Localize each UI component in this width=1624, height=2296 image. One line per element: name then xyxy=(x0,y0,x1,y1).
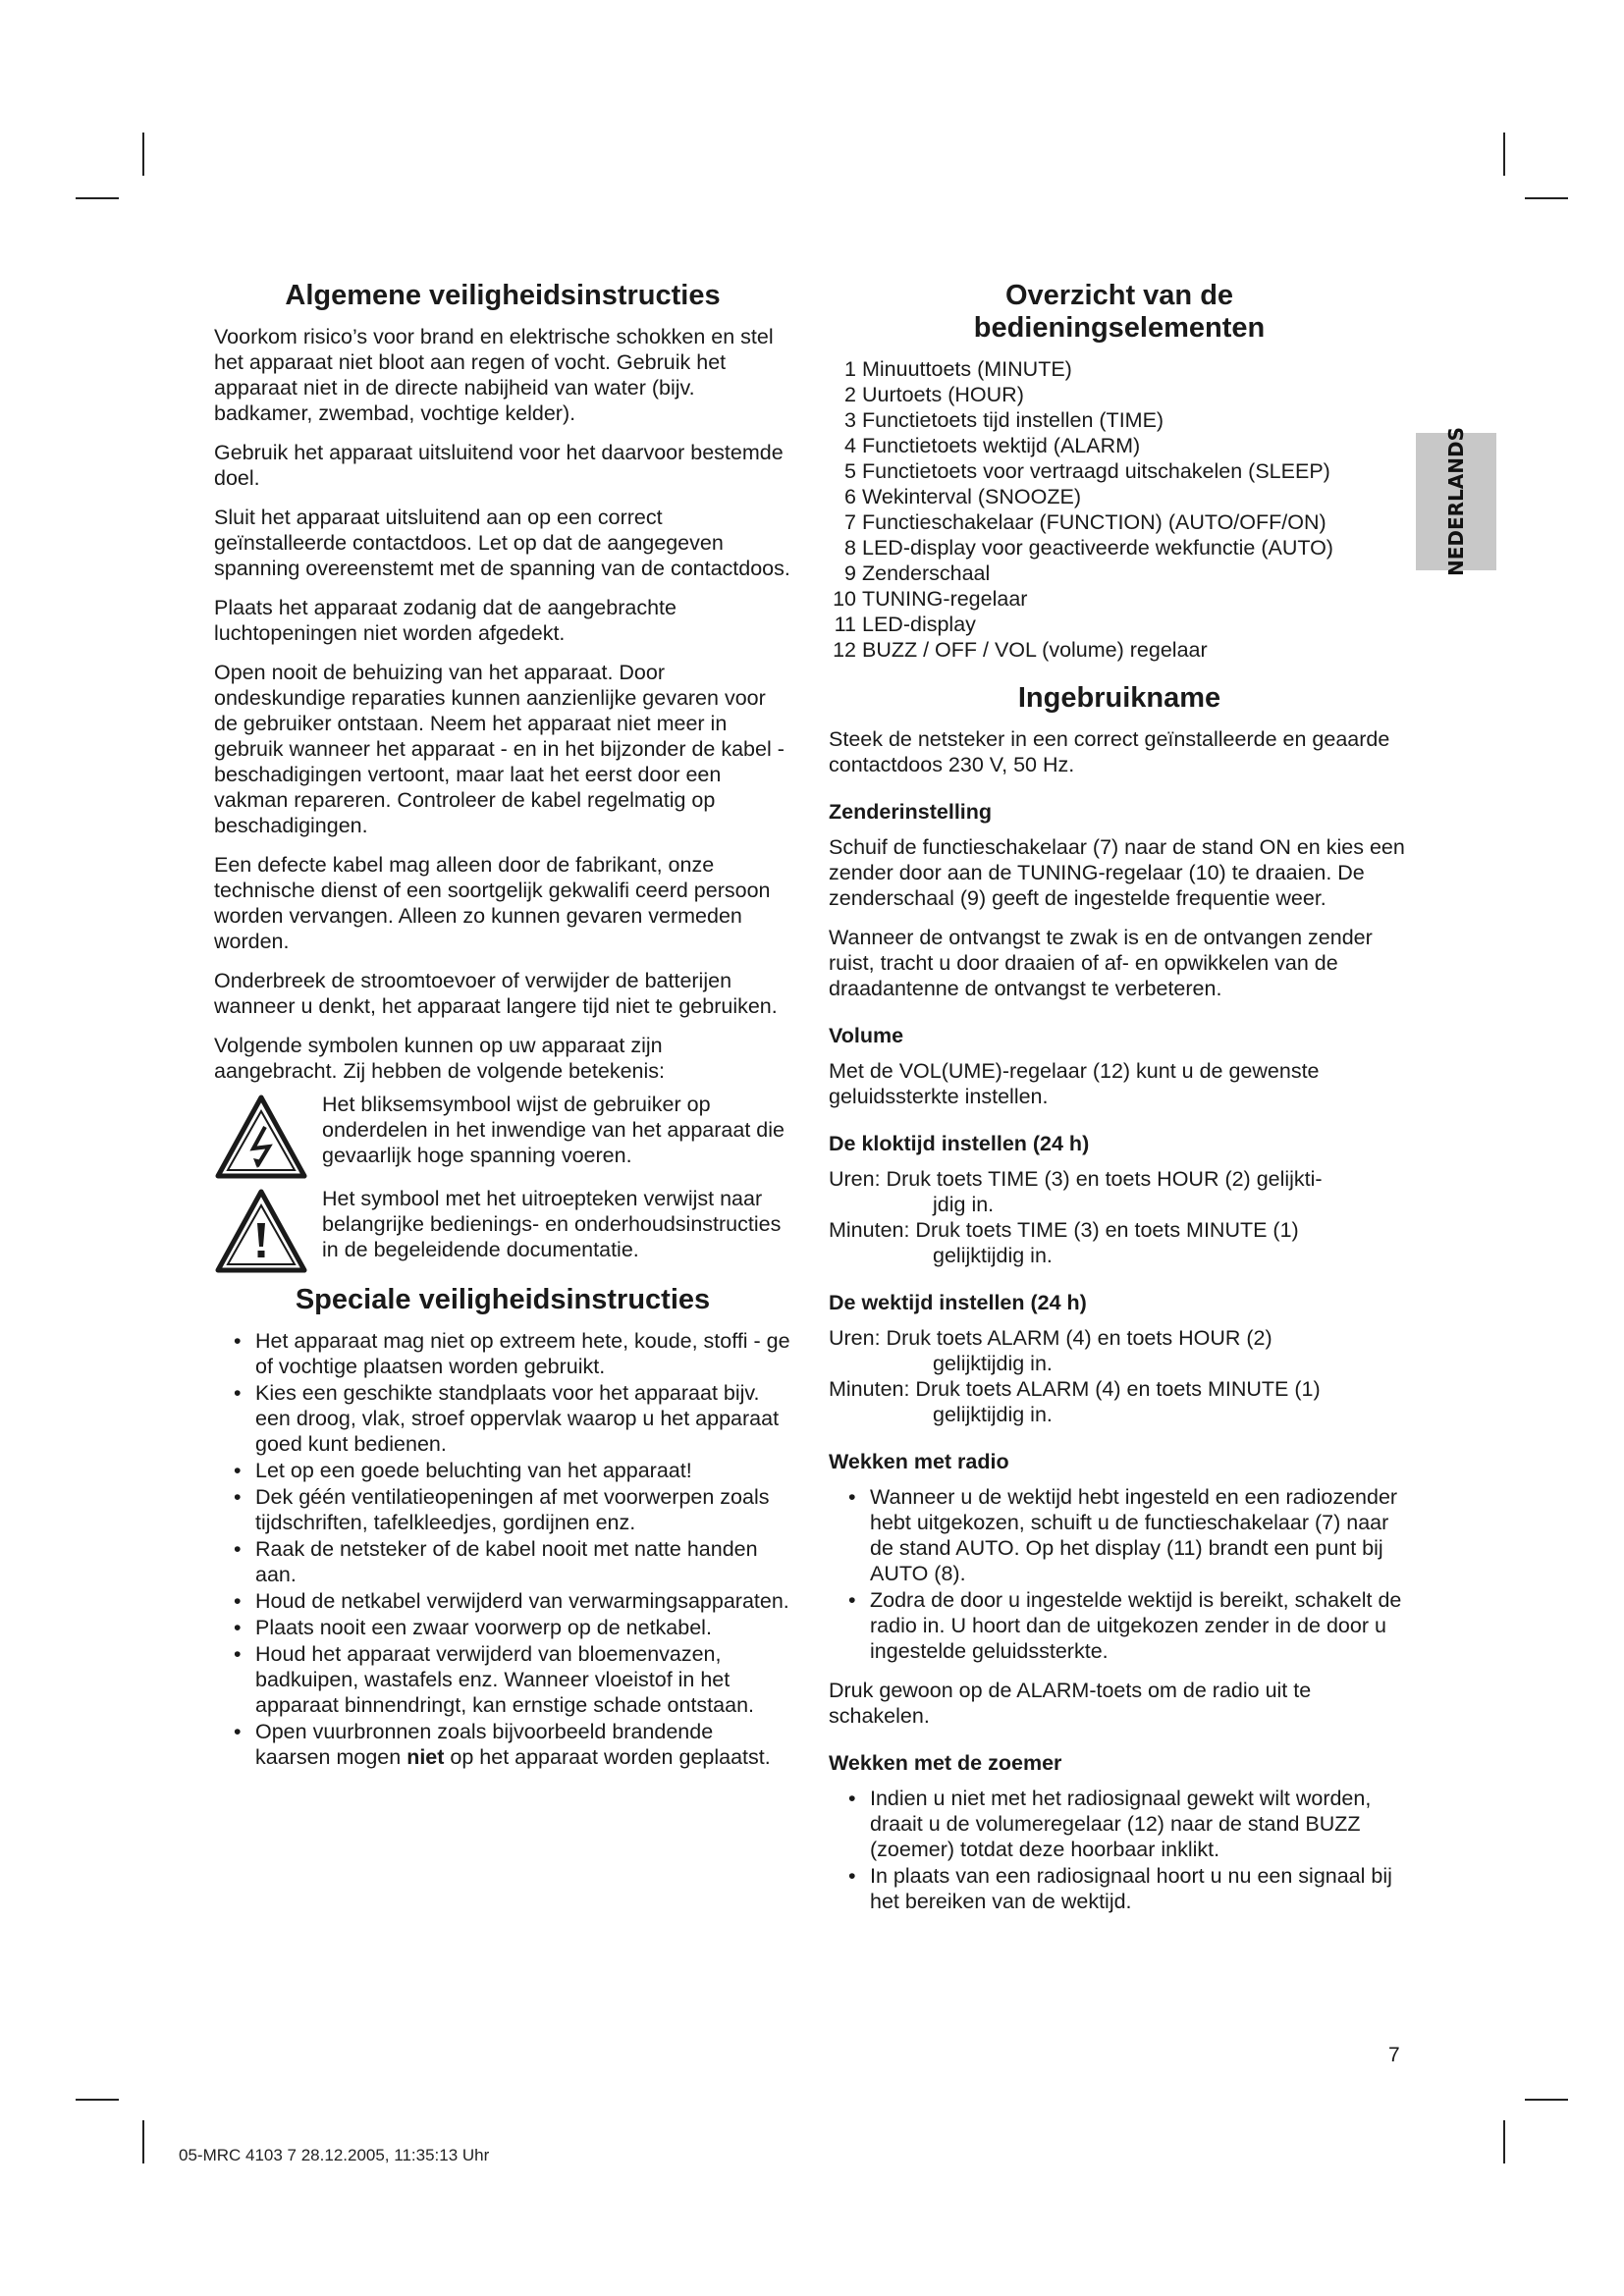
list-item: • Het apparaat mag niet op extreem hete, koude, stoffi - ge of vochtige plaatsen worden gebruikt. xyxy=(234,1329,790,1378)
list-item: 1 Minuuttoets (MINUTE) xyxy=(844,357,1072,381)
general-paragraph: Onderbreek de stroomtoevoer of verwijder de batterijen wanneer u denkt, het apparaat langere tijd niet te gebruiken. xyxy=(214,969,778,1018)
list-item: • Open vuurbronnen zoals bijvoorbeeld brandende kaarsen mogen niet op het apparaat worden geplaatst. xyxy=(234,1720,771,1769)
crop-mark-top-left-h xyxy=(76,197,119,199)
clock-title: De kloktijd instellen (24 h) xyxy=(829,1132,1090,1155)
clock-hours: Uren: Druk toets TIME (3) en toets HOUR (2) gelijkti- xyxy=(829,1167,1323,1191)
left-column xyxy=(214,280,791,1771)
crop-mark-bottom-right-v xyxy=(1503,2120,1505,2163)
general-paragraph: Plaats het apparaat zodanig dat de aangebrachte luchtopeningen niet worden afgedekt. xyxy=(214,596,677,645)
list-item: 3 Functietoets tijd instellen (TIME) xyxy=(844,408,1164,432)
language-tab xyxy=(1416,426,1496,577)
volume-title: Volume xyxy=(829,1024,904,1047)
list-item: • Indien u niet met het radiosignaal gewekt wilt worden, draait u de volumeregelaar (12) naar de stand BUZZ (zoemer) totdat deze hoorbaar inklikt. xyxy=(848,1787,1372,1861)
symbol-lightning-row xyxy=(214,1092,791,1180)
list-item: 4 Functietoets wektijd (ALARM) xyxy=(844,434,1141,457)
general-paragraph: Gebruik het apparaat uitsluitend voor het daarvoor bestemde doel. xyxy=(214,441,784,490)
alarm-hours-cont: gelijktijdig in. xyxy=(933,1352,1053,1375)
list-item: 12 BUZZ / OFF / VOL (volume) regelaar xyxy=(833,638,1208,662)
alarm-minutes-cont: gelijktijdig in. xyxy=(933,1403,1053,1426)
symbol-exclamation-row xyxy=(214,1186,791,1274)
tuning-paragraph: Wanneer de ontvangst te zwak is en de ontvangen zender ruist, tracht u door draaien of af- en opwikkelen van de draadantenne de ontvangst te verbeteren. xyxy=(829,926,1373,1000)
radio-title: Wekken met radio xyxy=(829,1450,1009,1473)
alarm-instructions xyxy=(829,1325,1410,1427)
clock-hours-cont: jdig in. xyxy=(933,1193,995,1216)
usage-text: Steek de netsteker in een correct geïnstalleerde en geaarde contactdoos 230 V, 50 Hz. xyxy=(829,727,1390,776)
controls-list xyxy=(829,356,1410,663)
list-item: 2 Uurtoets (HOUR) xyxy=(844,383,1024,406)
list-item: • Zodra de door u ingestelde wektijd is bereikt, schakelt de radio in. U hoort dan de uitgekozen zender in de door u ingestelde geluidssterkte. xyxy=(848,1588,1402,1663)
clock-minutes: Minuten: Druk toets TIME (3) en toets MINUTE (1) xyxy=(829,1218,1299,1242)
list-item: 5 Functietoets voor vertraagd uitschakelen (SLEEP) xyxy=(844,459,1330,483)
overview-title: Overzicht van de bedieningselementen xyxy=(973,280,1266,344)
buzzer-title: Wekken met de zoemer xyxy=(829,1751,1062,1775)
list-item: 7 Functieschakelaar (FUNCTION) (AUTO/OFF/ON) xyxy=(844,510,1326,534)
page-number: 7 xyxy=(1388,2044,1400,2066)
radio-off-text: Druk gewoon op de ALARM-toets om de radio uit te schakelen. xyxy=(829,1679,1312,1728)
list-item: 9 Zenderschaal xyxy=(844,561,991,585)
lightning-warning-icon xyxy=(214,1094,308,1180)
crop-mark-top-right-h xyxy=(1525,197,1568,199)
crop-mark-top-right-v xyxy=(1503,133,1505,176)
list-item: • Let op een goede beluchting van het apparaat! xyxy=(234,1459,692,1482)
exclamation-warning-icon xyxy=(214,1188,308,1274)
alarm-hours: Uren: Druk toets ALARM (4) en toets HOUR (2) xyxy=(829,1326,1272,1350)
list-item: • Houd het apparaat verwijderd van bloemenvazen, badkuipen, wastafels enz. Wanneer vloeistof in het apparaat binnendringt, kan ernstige schade ontstaan. xyxy=(234,1642,755,1717)
crop-mark-bottom-right-h xyxy=(1525,2099,1568,2101)
general-paragraph: Een defecte kabel mag alleen door de fabrikant, onze technische dienst of een soortgelijk gekwalifi ceerd persoon worden vervangen. Alleen zo kunnen gevaren vermeden worden. xyxy=(214,853,771,953)
usage-title: Ingebruikname xyxy=(1017,682,1221,714)
list-item: 6 Wekinterval (SNOOZE) xyxy=(844,485,1081,508)
right-column xyxy=(829,280,1410,1915)
print-footer: 05-MRC 4103 7 28.12.2005, 11:35:13 Uhr xyxy=(179,2146,490,2164)
general-safety-title: Algemene veiligheidsinstructies xyxy=(285,280,721,311)
general-paragraph: Voorkom risico’s voor brand en elektrische schokken en stel het apparaat niet bloot aan regen of vocht. Gebruik het apparaat niet in de directe nabijheid van water (bijv. badkamer, zwembad, vochtige kelder). xyxy=(214,325,774,425)
list-item: 11 LED-display xyxy=(834,613,976,636)
list-item: • Wanneer u de wektijd hebt ingesteld en een radiozender hebt uitgekozen, schuift u de functieschakelaar (7) naar de stand AUTO. Op het display (11) brandt een punt bij AUTO (8). xyxy=(848,1485,1398,1585)
symbol-lightning-text: Het bliksemsymbool wijst de gebruiker op onderdelen in het inwendige van het apparaat die gevaarlijk hoge spanning voeren. xyxy=(322,1093,785,1167)
list-item: • In plaats van een radiosignaal hoort u nu een signaal bij het bereiken van de wektijd. xyxy=(848,1864,1392,1913)
general-paragraph: Volgende symbolen kunnen op uw apparaat zijn aangebracht. Zij hebben de volgende betekenis: xyxy=(214,1034,666,1083)
list-item: 10 TUNING-regelaar xyxy=(833,587,1028,611)
list-item: • Raak de netsteker of de kabel nooit met natte handen aan. xyxy=(234,1537,758,1586)
volume-text: Met de VOL(UME)-regelaar (12) kunt u de gewenste geluidssterkte instellen. xyxy=(829,1059,1320,1108)
radio-list xyxy=(829,1484,1410,1664)
alarm-minutes: Minuten: Druk toets ALARM (4) en toets MINUTE (1) xyxy=(829,1377,1321,1401)
alarm-title: De wektijd instellen (24 h) xyxy=(829,1291,1087,1314)
list-item: • Plaats nooit een zwaar voorwerp op de netkabel. xyxy=(234,1616,712,1639)
special-safety-title: Speciale veiligheidsinstructies xyxy=(295,1284,711,1315)
language-tab-label: NEDERLANDS xyxy=(1444,426,1468,577)
buzzer-list xyxy=(829,1786,1410,1914)
clock-minutes-cont: gelijktijdig in. xyxy=(933,1244,1053,1267)
tuning-title: Zenderinstelling xyxy=(829,800,993,824)
crop-mark-bottom-left-h xyxy=(76,2099,119,2101)
clock-instructions xyxy=(829,1166,1410,1268)
crop-mark-bottom-left-v xyxy=(142,2120,144,2163)
list-item: • Houd de netkabel verwijderd van verwarmingsapparaten. xyxy=(234,1589,789,1613)
general-paragraph: Open nooit de behuizing van het apparaat. Door ondeskundige reparaties kunnen aanzienlijke gevaren voor de gebruiker ontstaan. Neem het apparaat niet meer in gebruik wanneer het apparaat - en in het bijzonder de kabel - beschadigingen vertoont, maar laat het eerst door een vakman repareren. Controleer de kabel regelmatig op beschadigingen. xyxy=(214,661,785,837)
tuning-paragraph: Schuif de functieschakelaar (7) naar de stand ON en kies een zender door aan de TUNING-regelaar (10) te draaien. De zenderschaal (9) geeft de ingestelde frequentie weer. xyxy=(829,835,1405,910)
list-item: • Dek géén ventilatieopeningen af met voorwerpen zoals tijdschriften, tafelkleedjes, gordijnen enz. xyxy=(234,1485,770,1534)
crop-mark-top-left-v xyxy=(142,133,144,176)
list-item: • Kies een geschikte standplaats voor het apparaat bijv. een droog, vlak, stroef oppervlak waarop u het apparaat goed kunt bedienen. xyxy=(234,1381,780,1456)
symbol-exclamation-text: Het symbool met het uitroepteken verwijst naar belangrijke bedienings- en onderhoudsinstructies in de begeleidende documentatie. xyxy=(322,1187,782,1261)
list-item: 8 LED-display voor geactiveerde wekfunctie (AUTO) xyxy=(844,536,1333,560)
general-paragraph: Sluit het apparaat uitsluitend aan op een correct geïnstalleerde contactdoos. Let op dat de aangegeven spanning overeenstemt met de spanning van de contactdoos. xyxy=(214,506,790,580)
special-safety-list xyxy=(214,1328,791,1770)
